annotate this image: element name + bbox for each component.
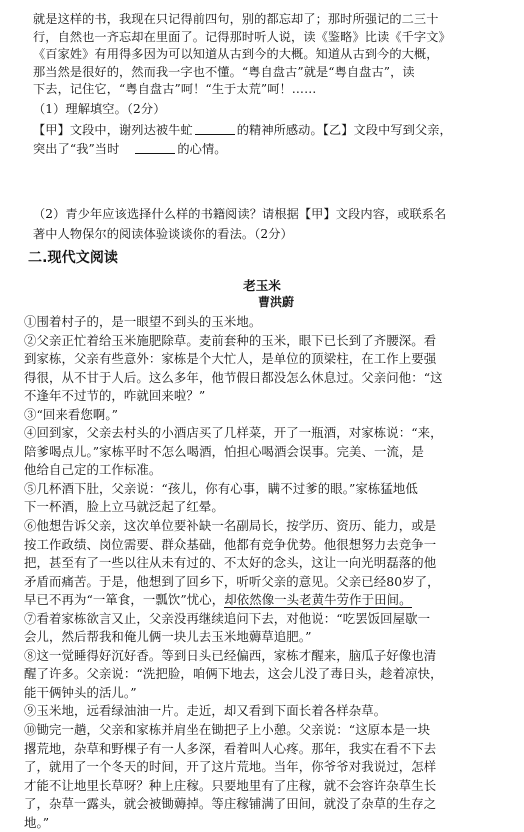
intro-line: 下去，记住它，“粤自盘古”呵！“生于太荒”呵！……	[33, 82, 317, 97]
article-line: 得很，从不甘于人后。这么多年，他节假日都没怎么休息过。父亲问他：“这	[24, 369, 443, 385]
question-2-line: 著中人物保尔的阅读体验谈谈你的看法。（2分）	[33, 226, 293, 241]
article-line: 到家栋，父亲有些意外：家栋是个大忙人，是单位的顶梁柱，在工作上要强	[24, 351, 437, 367]
article-line: 地。”	[24, 814, 50, 830]
article-line: 了，就用了一个冬天的时间，开了这片荒地。当年，你爷爷对我说过，怎样	[24, 759, 437, 775]
intro-line: 那当然是很好的，然而我一字也不懂。“粤自盘古”就是“粤自盘古”，读	[33, 64, 415, 79]
intro-line: 行，自然也一齐忘却在里面了。记得那时听人说，读《鉴略》比读《千字文》	[33, 29, 451, 44]
article-line: ⑩锄完一趟，父亲和家栋并肩坐在锄把子上小憩。父亲说：“这原本是一块	[24, 722, 431, 738]
article	[0, 277, 524, 832]
article-line: 下一杯酒，脸上立马就泛起了红晕。	[24, 499, 224, 515]
article-line: 了，杂草一露头，就会被锄薅掉。等庄稼铺满了田间，就没了杂草的生存之	[24, 796, 437, 812]
article-body	[0, 313, 524, 832]
article-line: 按工作政绩、岗位需要、群众基础，他都有竞争优势。他很想努力去竞争一	[24, 536, 437, 552]
article-line: 能干俩钟头的活儿。”	[24, 684, 137, 700]
article-line: ⑧这一觉睡得好沉好香。等到日头已经偏西，家栋才醒来，脑瓜子好像也清	[24, 647, 437, 663]
question-1-label: （1）理解填空。（2分）	[33, 102, 166, 116]
article-line: ⑨玉米地，远看绿油油一片。走近，却又看到下面长着各样杂草。	[24, 703, 387, 719]
question-1	[0, 101, 524, 159]
question-1-line1	[33, 122, 498, 140]
article-line: 醒了许多。父亲说：“洗把脸，咱俩下地去，这会儿没了毒日头，趁着凉快，	[24, 666, 443, 682]
question-1-text: 【甲】文段中，谢列达被牛虻	[33, 122, 193, 137]
article-line: 才能不让地里长草呀？种上庄稼。只要地里有了庄稼，就不会容许杂草生长	[24, 777, 437, 793]
intro-line: 《百家姓》有用得多因为可以知道从古到今的大概。知道从古到今的大概，	[33, 47, 439, 62]
article-line: 矛盾而痛苦。于是，他想到了回乡下，听听父亲的意见。父亲已经80岁了，	[24, 573, 440, 589]
answer-blank	[135, 142, 175, 154]
article-line: 撂荒地，杂草和野棵子有一人多深，看着叫人心疼。那年，我实在看不下去	[24, 740, 437, 756]
section-title: 二.现代文阅读	[28, 250, 119, 266]
question-2	[0, 206, 524, 243]
article-line-with-underline	[24, 591, 502, 610]
article-line: ③“回来看您啊。”	[24, 406, 119, 422]
question-2-line: （2）青少年应该选择什么样的书籍阅读？请根据【甲】文段内容，或联系名	[33, 207, 447, 221]
question-1-line2	[33, 141, 498, 159]
section-heading	[0, 248, 524, 268]
intro-line: 就是这样的书，我现在只记得前四句，别的都忘却了；那时所强记的二三十	[33, 12, 439, 26]
intro-paragraph	[0, 11, 524, 99]
question-1-text: 的心情。	[177, 142, 227, 157]
underlined-sentence: 却依然像一头老黄牛劳作于田间。	[224, 592, 412, 608]
article-text: 早已不再为“一箪食，一瓢饮”忧心，	[24, 592, 225, 608]
article-title: 老玉米	[243, 278, 281, 293]
question-1-text: 的精神所感动。【乙】文段中写到父亲，	[236, 122, 452, 137]
article-line: 把，甚至有了一些以往从未有过的、不太好的念头，这让一向光明磊落的他	[24, 555, 437, 571]
article-author: 曹洪蔚	[257, 295, 294, 309]
article-line: 不逢年不过节的，咋就回来啦？”	[24, 388, 206, 404]
question-1-text: 突出了“我”当时	[33, 142, 120, 157]
article-line: ⑦看着家栋欲言又止，父亲没再继续追问下去，对他说：“吃罢饭回屋歇一	[24, 610, 431, 626]
article-line: 陪爹喝点儿。”家栋平时不怎么喝酒，怕担心喝酒会误事。完美、一流，是	[24, 443, 424, 459]
article-line: ⑥他想告诉父亲，这次单位要补缺一名副局长，按学历、资历、能力，或是	[24, 518, 437, 534]
article-line: ②父亲正忙着给玉米施肥除草。麦前套种的玉米，眼下已长到了齐腰深。看	[24, 332, 437, 348]
article-line: ④回到家，父亲去村头的小酒店买了几样菜，开了一瓶酒，对家栋说：“来，	[24, 425, 443, 441]
article-line: 他给自己定的工作标准。	[24, 462, 162, 478]
article-line: 会儿，然后帮我和俺儿俩一块儿去玉米地薅草追肥。”	[24, 629, 312, 645]
answer-blank	[195, 123, 235, 135]
article-line: ①围着村子的，是一眼望不到头的玉米地。	[24, 314, 262, 329]
article-line: ⑤几杯酒下肚，父亲说：“孩儿，你有心事，瞒不过爹的眼。”家栋猛地低	[24, 480, 418, 496]
